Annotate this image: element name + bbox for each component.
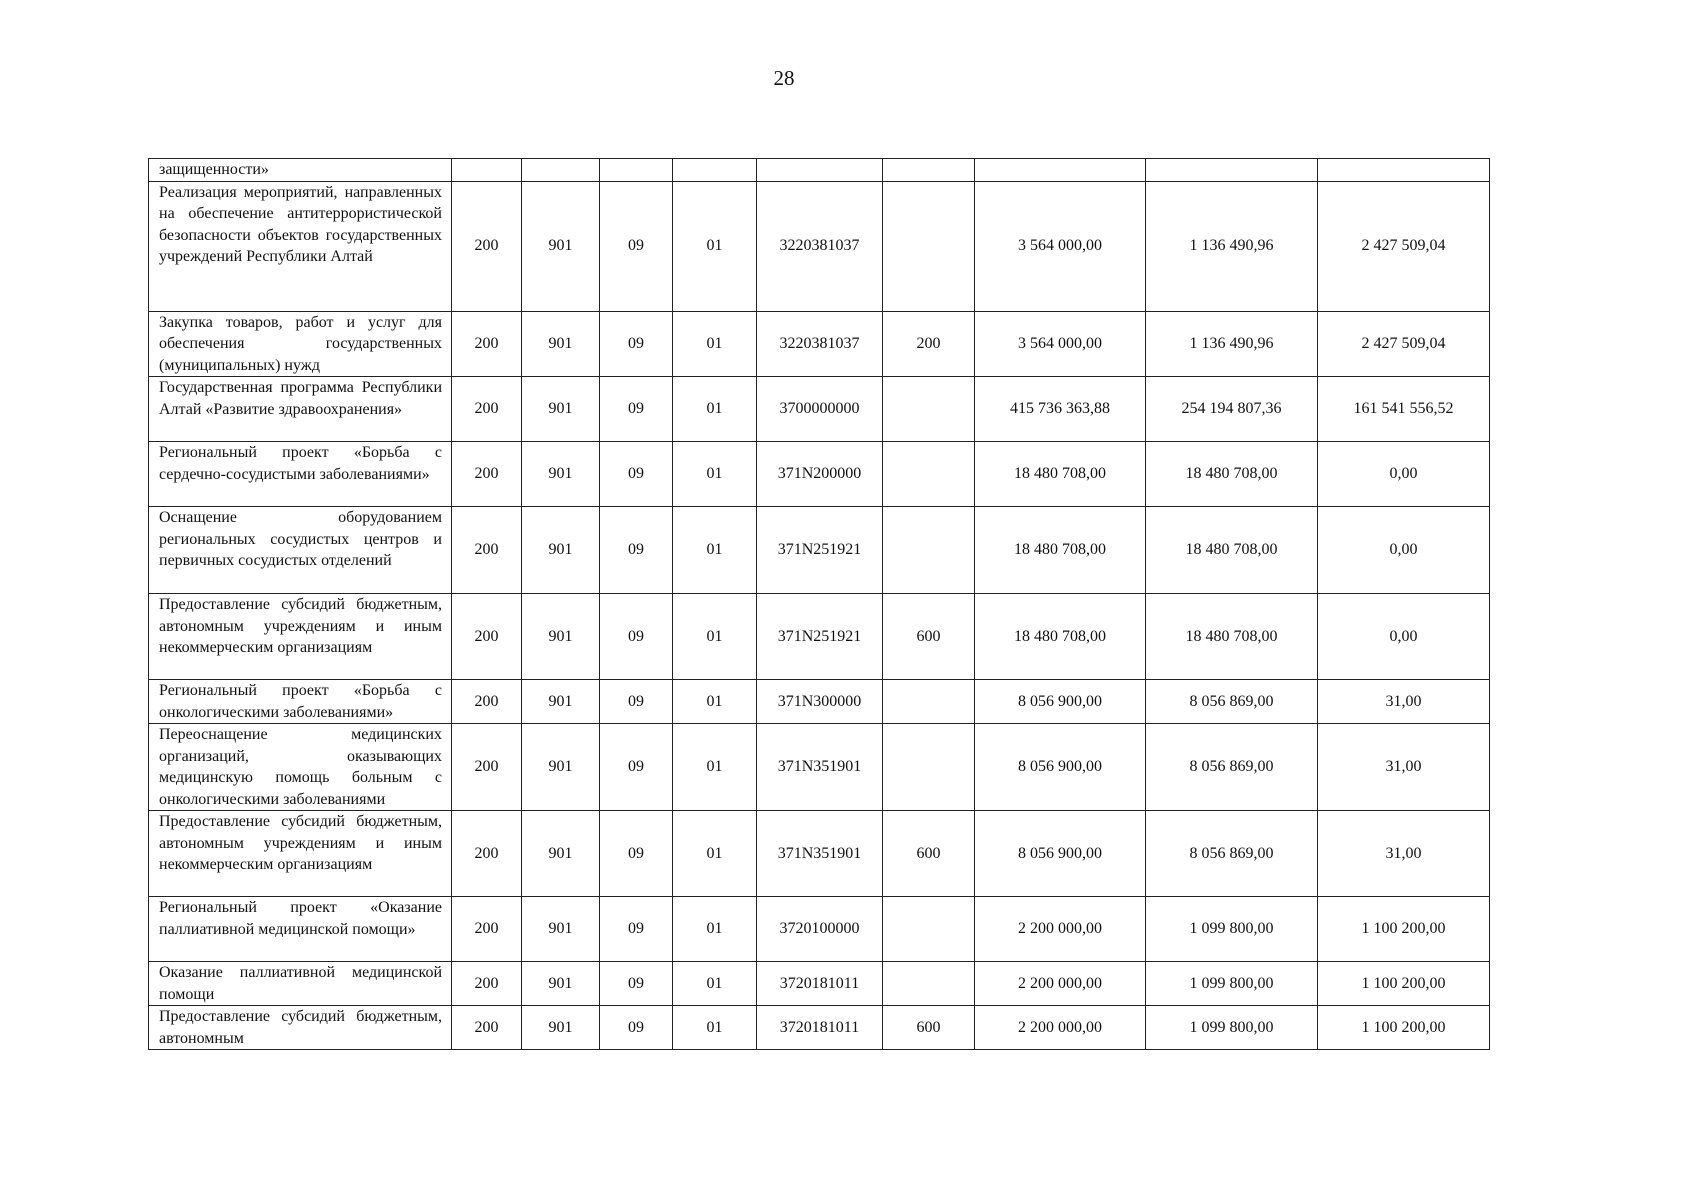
expense-type-cell [883, 680, 975, 724]
expenditure-name-cell: Региональный проект «Борьба с сердечно-сосудистыми заболеваниями» [149, 442, 452, 507]
target-article-cell: 3220381037 [757, 311, 883, 377]
expenditure-name-cell: Оказание паллиативной медицинской помощи [149, 962, 452, 1006]
expense-type-cell [883, 442, 975, 507]
table-row [149, 962, 1490, 1006]
remaining-amount-cell: 1 100 200,00 [1318, 962, 1490, 1006]
approved-amount-cell: 18 480 708,00 [975, 507, 1146, 594]
target-article-cell [757, 159, 883, 182]
approved-amount-cell: 18 480 708,00 [975, 442, 1146, 507]
table-row [149, 377, 1490, 442]
expense-type-cell [883, 962, 975, 1006]
target-article-cell: 371N351901 [757, 724, 883, 811]
subsection-code-cell: 01 [673, 442, 757, 507]
approved-amount-cell: 8 056 900,00 [975, 724, 1146, 811]
section-code-cell: 09 [600, 377, 673, 442]
executed-amount-cell: 254 194 807,36 [1146, 377, 1318, 442]
expenditure-name-cell: Предоставление субсидий бюджетным, автономным учреждениям и иным некоммерческим организациям [149, 594, 452, 680]
executed-amount-cell: 18 480 708,00 [1146, 442, 1318, 507]
approved-amount-cell: 3 564 000,00 [975, 311, 1146, 377]
table-row [149, 1006, 1490, 1050]
table-row [149, 811, 1490, 897]
expenditure-name-cell: защищенности» [149, 159, 452, 182]
target-article-cell: 3720100000 [757, 897, 883, 962]
remaining-amount-cell: 0,00 [1318, 507, 1490, 594]
section-code-cell: 09 [600, 442, 673, 507]
table-row [149, 181, 1490, 311]
remaining-amount-cell: 2 427 509,04 [1318, 181, 1490, 311]
expenditure-name-cell: Переоснащение медицинских организаций, оказывающих медицинскую помощь больным с онкологическими заболеваниями [149, 724, 452, 811]
expense-type-cell [883, 377, 975, 442]
table-row [149, 442, 1490, 507]
expense-type-cell: 200 [883, 311, 975, 377]
table-row [149, 311, 1490, 377]
subsection-code-cell [673, 159, 757, 182]
target-article-cell: 3220381037 [757, 181, 883, 311]
expenditure-name-cell: Региональный проект «Борьба с онкологическими заболеваниями» [149, 680, 452, 724]
section-code-cell [600, 159, 673, 182]
remaining-amount-cell [1318, 159, 1490, 182]
table-row [149, 724, 1490, 811]
approved-amount-cell: 18 480 708,00 [975, 594, 1146, 680]
section-code-cell: 09 [600, 181, 673, 311]
expense-type-cell: 600 [883, 1006, 975, 1050]
admin-code-cell: 200 [452, 724, 522, 811]
ministry-code-cell: 901 [522, 442, 600, 507]
ministry-code-cell: 901 [522, 311, 600, 377]
remaining-amount-cell: 0,00 [1318, 594, 1490, 680]
expenditure-name-cell: Предоставление субсидий бюджетным, автономным [149, 1006, 452, 1050]
admin-code-cell: 200 [452, 897, 522, 962]
remaining-amount-cell: 161 541 556,52 [1318, 377, 1490, 442]
remaining-amount-cell: 1 100 200,00 [1318, 1006, 1490, 1050]
approved-amount-cell: 2 200 000,00 [975, 962, 1146, 1006]
ministry-code-cell: 901 [522, 680, 600, 724]
expenditure-name-cell: Закупка товаров, работ и услуг для обеспечения государственных (муниципальных) нужд [149, 311, 452, 377]
subsection-code-cell: 01 [673, 724, 757, 811]
remaining-amount-cell: 2 427 509,04 [1318, 311, 1490, 377]
subsection-code-cell: 01 [673, 897, 757, 962]
subsection-code-cell: 01 [673, 594, 757, 680]
approved-amount-cell: 2 200 000,00 [975, 1006, 1146, 1050]
table-row [149, 507, 1490, 594]
subsection-code-cell: 01 [673, 311, 757, 377]
executed-amount-cell: 18 480 708,00 [1146, 507, 1318, 594]
approved-amount-cell: 3 564 000,00 [975, 181, 1146, 311]
approved-amount-cell [975, 159, 1146, 182]
executed-amount-cell: 1 136 490,96 [1146, 181, 1318, 311]
remaining-amount-cell: 1 100 200,00 [1318, 897, 1490, 962]
expense-type-cell [883, 507, 975, 594]
target-article-cell: 3720181011 [757, 1006, 883, 1050]
budget-table [148, 158, 1490, 1050]
table-row [149, 594, 1490, 680]
table-row [149, 680, 1490, 724]
admin-code-cell: 200 [452, 680, 522, 724]
executed-amount-cell: 1 136 490,96 [1146, 311, 1318, 377]
remaining-amount-cell: 31,00 [1318, 811, 1490, 897]
admin-code-cell: 200 [452, 962, 522, 1006]
subsection-code-cell: 01 [673, 507, 757, 594]
target-article-cell: 371N200000 [757, 442, 883, 507]
section-code-cell: 09 [600, 507, 673, 594]
expense-type-cell [883, 181, 975, 311]
subsection-code-cell: 01 [673, 1006, 757, 1050]
admin-code-cell: 200 [452, 442, 522, 507]
expenditure-name-cell: Реализация мероприятий, направленных на обеспечение антитеррористической безопасности объектов государственных учреждений Республики Алтай [149, 181, 452, 311]
target-article-cell: 3700000000 [757, 377, 883, 442]
approved-amount-cell: 8 056 900,00 [975, 811, 1146, 897]
approved-amount-cell: 415 736 363,88 [975, 377, 1146, 442]
executed-amount-cell: 18 480 708,00 [1146, 594, 1318, 680]
expense-type-cell [883, 159, 975, 182]
approved-amount-cell: 2 200 000,00 [975, 897, 1146, 962]
table-body [149, 159, 1490, 1050]
executed-amount-cell: 8 056 869,00 [1146, 680, 1318, 724]
expense-type-cell: 600 [883, 811, 975, 897]
admin-code-cell: 200 [452, 811, 522, 897]
admin-code-cell: 200 [452, 181, 522, 311]
admin-code-cell [452, 159, 522, 182]
ministry-code-cell: 901 [522, 724, 600, 811]
target-article-cell: 3720181011 [757, 962, 883, 1006]
subsection-code-cell: 01 [673, 962, 757, 1006]
admin-code-cell: 200 [452, 311, 522, 377]
subsection-code-cell: 01 [673, 181, 757, 311]
subsection-code-cell: 01 [673, 377, 757, 442]
expense-type-cell [883, 897, 975, 962]
section-code-cell: 09 [600, 811, 673, 897]
section-code-cell: 09 [600, 1006, 673, 1050]
ministry-code-cell: 901 [522, 377, 600, 442]
remaining-amount-cell: 31,00 [1318, 680, 1490, 724]
admin-code-cell: 200 [452, 507, 522, 594]
table-row [149, 159, 1490, 182]
ministry-code-cell: 901 [522, 507, 600, 594]
ministry-code-cell [522, 159, 600, 182]
executed-amount-cell: 8 056 869,00 [1146, 811, 1318, 897]
expense-type-cell [883, 724, 975, 811]
admin-code-cell: 200 [452, 594, 522, 680]
remaining-amount-cell: 0,00 [1318, 442, 1490, 507]
ministry-code-cell: 901 [522, 1006, 600, 1050]
table-row [149, 897, 1490, 962]
admin-code-cell: 200 [452, 377, 522, 442]
subsection-code-cell: 01 [673, 811, 757, 897]
section-code-cell: 09 [600, 680, 673, 724]
admin-code-cell: 200 [452, 1006, 522, 1050]
ministry-code-cell: 901 [522, 897, 600, 962]
executed-amount-cell: 8 056 869,00 [1146, 724, 1318, 811]
section-code-cell: 09 [600, 594, 673, 680]
subsection-code-cell: 01 [673, 680, 757, 724]
ministry-code-cell: 901 [522, 181, 600, 311]
expenditure-name-cell: Предоставление субсидий бюджетным, автономным учреждениям и иным некоммерческим организациям [149, 811, 452, 897]
target-article-cell: 371N251921 [757, 507, 883, 594]
executed-amount-cell: 1 099 800,00 [1146, 1006, 1318, 1050]
page-number: 28 [773, 66, 795, 90]
executed-amount-cell: 1 099 800,00 [1146, 962, 1318, 1006]
section-code-cell: 09 [600, 311, 673, 377]
target-article-cell: 371N251921 [757, 594, 883, 680]
ministry-code-cell: 901 [522, 594, 600, 680]
ministry-code-cell: 901 [522, 811, 600, 897]
expenditure-name-cell: Оснащение оборудованием региональных сосудистых центров и первичных сосудистых отделений [149, 507, 452, 594]
approved-amount-cell: 8 056 900,00 [975, 680, 1146, 724]
expense-type-cell: 600 [883, 594, 975, 680]
target-article-cell: 371N351901 [757, 811, 883, 897]
section-code-cell: 09 [600, 724, 673, 811]
expenditure-name-cell: Региональный проект «Оказание паллиативной медицинской помощи» [149, 897, 452, 962]
executed-amount-cell [1146, 159, 1318, 182]
expenditure-name-cell: Государственная программа Республики Алтай «Развитие здравоохранения» [149, 377, 452, 442]
section-code-cell: 09 [600, 962, 673, 1006]
section-code-cell: 09 [600, 897, 673, 962]
target-article-cell: 371N300000 [757, 680, 883, 724]
ministry-code-cell: 901 [522, 962, 600, 1006]
executed-amount-cell: 1 099 800,00 [1146, 897, 1318, 962]
remaining-amount-cell: 31,00 [1318, 724, 1490, 811]
